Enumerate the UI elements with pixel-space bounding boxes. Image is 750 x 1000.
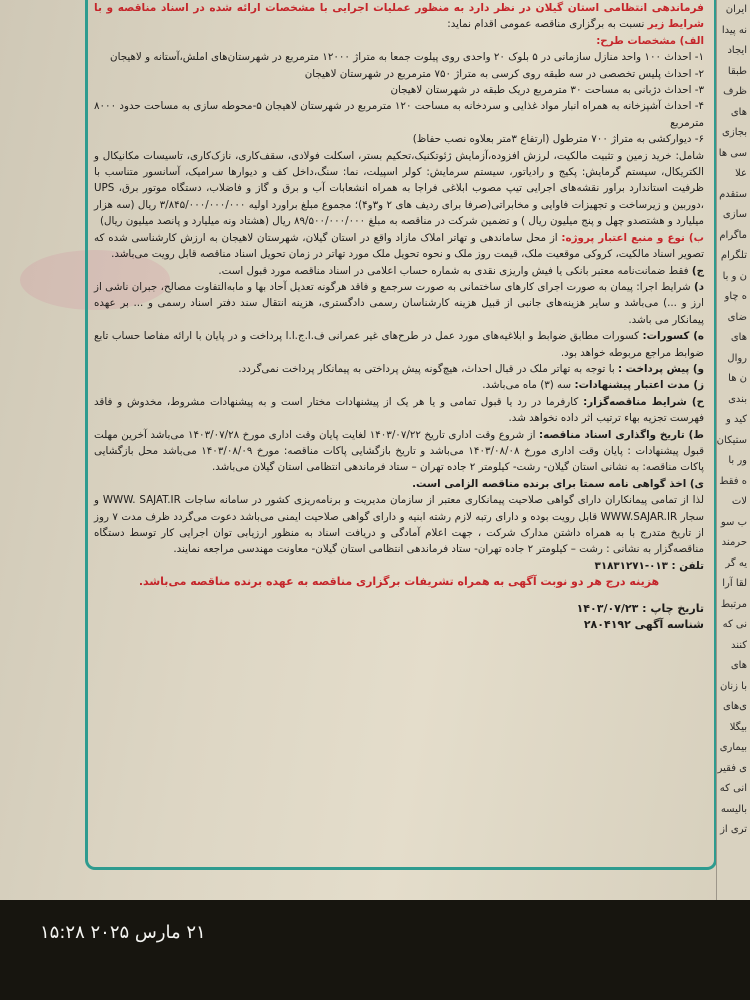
section-d: د) شرایط اجرا: پیمان به صورت اجرای کارهای ساختمانی به صورت سرجمع و فاقد هرگونه تعدیل آحاد بها و مابه‌التفاوت مصالح، جبران ناشی از ارز و ...) می‌باشد و سایر هزینه‌های جانبی از قبیل هزینه کارشناسان رسمی دادگستری، هزینه انتقال سند دفتر اسناد رسمی و ... بر عهده پیمانکار می باشد.: [94, 280, 704, 326]
tender-notice-text: [94, 0, 704, 867]
section-g: ز) مدت اعتبار پیشنهادات: سه (۳) ماه می‌باشد.: [482, 379, 704, 392]
signature-block: [94, 601, 704, 633]
section-y: ی) اخذ گواهی نامه سمتا برای برنده مناقصه الزامی است.: [412, 477, 704, 490]
ad-id: شناسه آگهی ۲۸۰۴۱۹۲: [583, 617, 704, 631]
section-e: ه) کسورات: کسورات مطابق ضوابط و ابلاغیه‌های مورد عمل در طرح‌های غیر عمرانی ف.ا.ج.ا.ا پرداخت و در پایان با ارائه مفاصا حساب تابع ضوابط مراجع مربوطه خواهد بود.: [94, 330, 704, 359]
notice-title: فرماندهی انتظامی استان گیلان در نظر دارد به منظور عملیات اجرایی با مشخصات ارائه شده در اسناد مناقصه و با شرایط زیر نسبت به برگزاری مناقصه عمومی اقدام نماید:: [94, 2, 704, 31]
spec-item-4: ۴- احداث آشپزخانه به همراه انبار مواد غذایی و سردخانه به مساحت ۱۲۰ مترمربع در شهرستان لاهیجان ۵-محوطه سازی به مساحت حدود ۸۰۰۰ مترمربع: [94, 100, 704, 129]
print-date: تاریخ چاپ : ۱۴۰۳/۰۷/۲۳: [576, 601, 704, 615]
spec-item-1: ۱- احداث ۱۰۰ واحد منازل سازمانی در ۵ بلوک ۲۰ واحدی روی پیلوت جمعا به متراژ ۱۲۰۰۰ مترمربع در شهرستان‌های املش،آستانه و لاهیجان: [110, 51, 704, 64]
section-b: ب) نوع و منبع اعتبار پروژه: از محل ساماندهی و تهاتر املاک مازاد واقع در استان گیلان، شهرستان لاهیجان به ارزش کارشناسی شده که تصویر اسناد مالکیت، کروکی موقعیت ملک، قیمت روز ملک و نحوه تحویل ملک مورد تهاتر در زمان تحویل اسناد مناقصه قابل رویت می‌باشد.: [94, 231, 704, 261]
final-paragraph: لذا از تمامی پیمانکاران دارای گواهی صلاحیت پیمانکاری معتبر از سازمان مدیریت و برنامه‌ریزی کشور در سامانه ساجات WWW. SAJAT.IR و سجار WWW.SAJAR.IR قابل رویت بوده و دارای رتبه لازم رشته ابنیه و دارای گواهی صلاحیت ایمنی می‌باشد دعوت می‌گردد ظرف مدت ۷ روز از تاریخ متدرج با به همراه داشتن مدارک شرکت ، جهت اعلام آمادگی و دریافت اسناد به منظور ارزیابی توان اجرایی کار توسط دستگاه مناقصه‌گزار به نشانی : رشت – کیلومتر ۲ جاده تهران- ستاد فرماندهی انتظامی استان گیلان- معاونت مهندسی مراجعه نمایند.: [94, 494, 705, 556]
scope-paragraph: شامل: خرید زمین و تثبیت مالکیت، لرزش افزوده،آزمایش ژئوتکنیک،تحکیم بستر، اسکلت فولادی، سقف‌کاری، نازک‌کاری، تاسیسات مکانیکال و الکتریکال، سیستم گرمایش: پکیج و رادیاتور، سیستم سرمایش: کولر اسپیلت، نما: سنگ،داخل کف و دیوارها سرامیک، آسانسور متناسب با ظرفیت استاندارد براور نقشه‌های اجرایی تیپ مصوب ابلاغی فراجا به همراه انشعابات آب و برق و گاز و فاضلاب، دستگاه موتور برق، UPS ،دوربین و زیرساخت و تجهیزات فاوایی و مخابراتی(صرفا برای ردیف های ۲ و۳و۴)؛ مجموع مبلغ براورد اولیه ۳/۸۴۵/۰۰۰/۰۰۰/۰۰۰ ریال (سه هزار میلیارد و هشتصدو چهل و پنج میلیون ریال ) و تضمین شرکت در مناقصه به مبلغ ۸۹/۵۰۰/۰۰۰/۰۰۰ ریال (هشتاد ونه میلیارد و پانصد میلیون ریال): [94, 149, 704, 228]
spec-item-2: ۲- احداث پلیس تخصصی در سه طبقه روی کرسی به متراژ ۷۵۰ مترمربع در شهرستان لاهیجان: [304, 67, 704, 80]
phone-line: تلفن : ۰۱۳-۳۱۸۳۱۲۷۱: [594, 559, 704, 572]
cost-line: هزینه درج هر دو نوبت آگهی به همراه تشریفات برگزاری مناقصه به عهده برنده مناقصه می‌باشد.: [138, 575, 660, 589]
photo-bottom-strip: [0, 900, 750, 1000]
section-c: ج) فقط ضمانت‌نامه معتبر بانکی یا فیش واریزی نقدی به شماره حساب اعلامی در اسناد مناقصه مورد قبول است.: [218, 264, 704, 277]
section-t: ط) تاریخ واگذاری اسناد مناقصه: از شروع وقت اداری تاریخ ۱۴۰۳/۰۷/۲۲ لغایت پایان وقت اداری مورخ ۱۴۰۳/۰۷/۲۸ می‌باشد آخرین مهلت قبول پیشنهادات : پایان وقت اداری مورخ ۱۴۰۳/۰۸/۰۸ می‌باشد و تاریخ بازگشایی پاکات مناقصه: مورخ ۱۴۰۳/۰۸/۰۹ می‌باشد محل بازگشایی پاکات مناقصه: به نشانی استان گیلان- رشت- کیلومتر ۲ جاده تهران – ستاد فرماندهی انتظامی استان گیلان می‌باشد.: [94, 428, 704, 474]
adjacent-column: ایران نه پیدا ایجاد طبقا ظرف های بجازی سی ها علا ستقدم سازی ماگرام تلگرام ن و با ه چاو ضای های روال ن ها بندی کید و ستیکان ور با ه فقط لات ب سو حرمند یه گر لقا آرا مرتبط نی که کنند های با زنان ی‌های بیگلا بیماری ی فقیر انی که بالیسه تری از: [716, 0, 750, 900]
section-h: ح) شرایط مناقصه‌گزار: کارفرما در رد یا قبول تمامی و یا هر یک از پیشنهادات مختار است و به پیشنهادات مشروط، مخدوش و فاقد فهرست تجزیه بهاء ترتیب اثر داده نخواهد شد.: [94, 395, 705, 425]
section-f: و) پیش پرداخت : با توجه به تهاتر ملک در قبال احداث، هیچ‌گونه پیش پرداختی به پیمانکار پرداخت نمی‌گردد.: [238, 362, 704, 375]
photo-timestamp: ۲۱ مارس ۲۰۲۵ ۱۵:۲۸: [40, 922, 206, 943]
specs-heading: الف) مشخصات طرح:: [596, 34, 704, 47]
tender-notice-box: [85, 0, 717, 870]
spec-item-3: ۳- احداث دژبانی به مساحت ۳۰ مترمربع دریک طبقه در شهرستان لاهیجان: [390, 84, 704, 97]
spec-item-6: ۶- دیوارکشی به متراژ ۷۰۰ مترطول (ارتفاع ۳متر بعلاوه نصب حفاظ): [412, 133, 704, 146]
